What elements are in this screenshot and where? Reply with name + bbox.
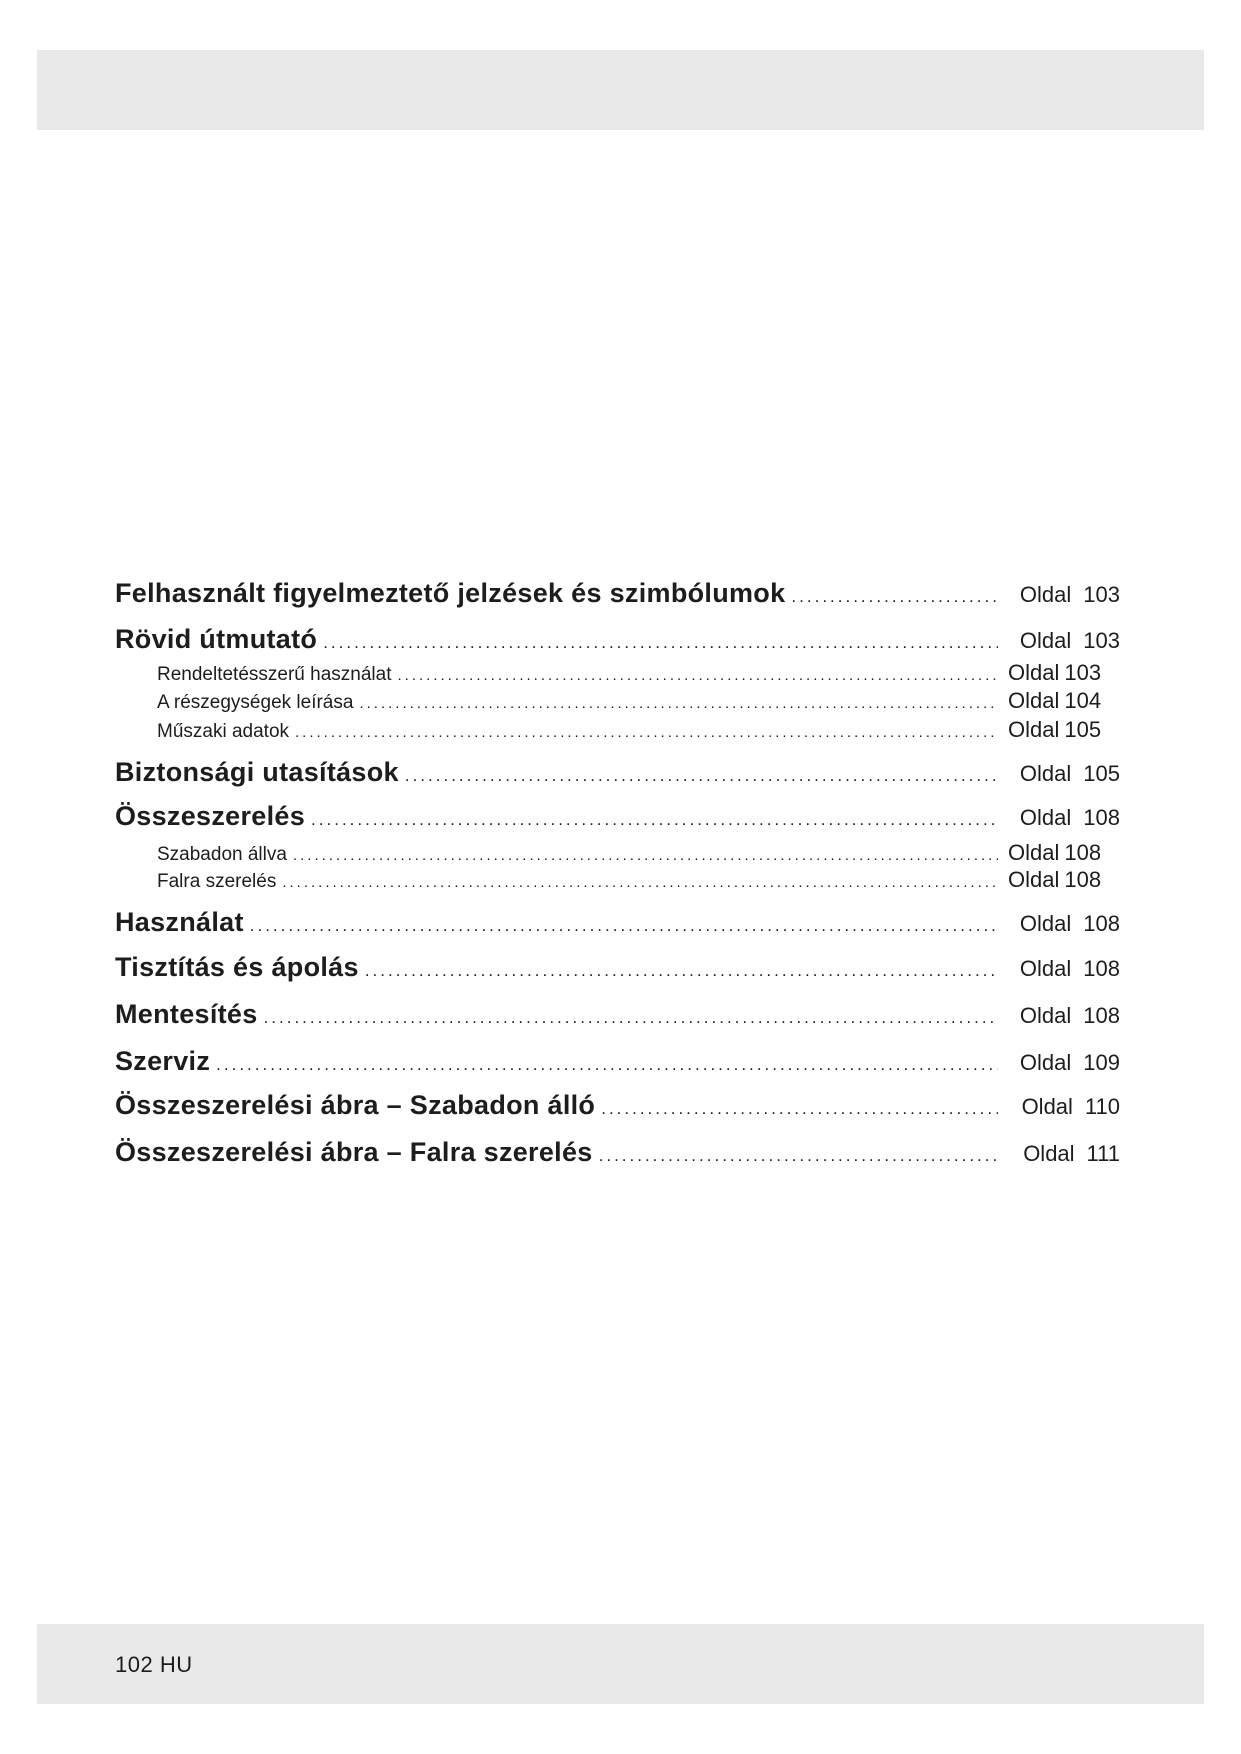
toc-page-ref xyxy=(1008,956,1120,982)
dot-leader xyxy=(365,961,998,981)
toc-entry-title: A részegységek leírása xyxy=(157,692,354,713)
footer-band xyxy=(37,1624,1204,1704)
toc-page-number: 108 xyxy=(1083,1003,1120,1028)
dot-leader xyxy=(601,1099,998,1119)
toc-page-label: Oldal xyxy=(1019,911,1072,936)
dot-leader xyxy=(216,1055,998,1075)
toc-page-ref xyxy=(1008,660,1120,686)
toc-page-ref xyxy=(1008,805,1120,831)
toc-page-number: 108 xyxy=(1083,805,1120,830)
toc-page-number: 108 xyxy=(1064,840,1102,865)
toc-entry[interactable] xyxy=(115,907,1120,938)
toc-page-label: Oldal xyxy=(1019,1050,1072,1075)
toc-page-label: Oldal xyxy=(1019,761,1072,786)
toc-page-number: 110 xyxy=(1084,1094,1120,1119)
toc-entry[interactable] xyxy=(115,757,1120,788)
header-band xyxy=(37,50,1204,130)
toc-entry-title: Rendeltetésszerű használat xyxy=(157,664,392,685)
dot-leader xyxy=(282,874,998,891)
toc-page-number: 108 xyxy=(1083,911,1120,936)
toc-page-label: Oldal xyxy=(1021,1094,1073,1119)
toc-page-number: 105 xyxy=(1064,717,1102,742)
toc-entry-title: Mentesítés xyxy=(115,999,258,1029)
toc-page-ref xyxy=(1008,582,1120,608)
toc-subentry[interactable] xyxy=(157,660,1120,686)
dot-leader xyxy=(791,587,998,607)
toc-page-label: Oldal xyxy=(1023,1141,1075,1166)
toc-page-ref xyxy=(1008,867,1120,893)
toc-page-ref xyxy=(1008,1094,1120,1120)
toc-page-label: Oldal xyxy=(1019,1003,1072,1028)
toc-subentry[interactable] xyxy=(157,717,1120,743)
toc-page-number: 103 xyxy=(1083,582,1120,607)
toc-subentry[interactable] xyxy=(157,840,1120,866)
toc-entry[interactable] xyxy=(115,999,1120,1030)
toc-entry[interactable] xyxy=(115,1090,1120,1121)
toc-subentry[interactable] xyxy=(157,867,1120,893)
dot-leader xyxy=(295,724,998,741)
toc-entry-title: Felhasznált figyelmeztető jelzések és szimbólumok xyxy=(115,578,786,608)
toc-page-label: Oldal xyxy=(1019,805,1072,830)
toc-entry-title: Rövid útmutató xyxy=(115,624,318,654)
toc-entry[interactable] xyxy=(115,624,1120,655)
toc-page-ref xyxy=(1008,688,1120,714)
toc-page-ref xyxy=(1008,840,1120,866)
dot-leader xyxy=(405,766,998,786)
toc-entry[interactable] xyxy=(115,1137,1120,1168)
toc-entry[interactable] xyxy=(115,952,1120,983)
dot-leader xyxy=(293,847,998,864)
toc-entry-title: Tisztítás és ápolás xyxy=(115,952,359,982)
toc-page-number: 109 xyxy=(1083,1050,1120,1075)
toc-entry-title: Összeszerelés xyxy=(115,801,306,831)
dot-leader xyxy=(359,695,998,712)
toc-page-ref xyxy=(1008,1050,1120,1076)
toc-page-number: 108 xyxy=(1064,867,1102,892)
toc-page-number: 111 xyxy=(1086,1141,1120,1166)
toc-page-label: Oldal xyxy=(1008,717,1060,742)
dot-leader xyxy=(397,667,998,684)
toc-page-label: Oldal xyxy=(1019,956,1072,981)
toc-page-label: Oldal xyxy=(1008,840,1060,865)
toc-page-ref xyxy=(1008,1141,1120,1167)
toc-entry-title: Műszaki adatok xyxy=(157,721,290,742)
toc-entry-title: Falra szerelés xyxy=(157,871,277,892)
toc-entry-title: Összeszerelési ábra – Falra szerelés xyxy=(115,1137,593,1167)
toc-page-number: 105 xyxy=(1083,761,1120,786)
toc-entry-title: Összeszerelési ábra – Szabadon álló xyxy=(115,1090,596,1120)
dot-leader xyxy=(264,1008,998,1028)
toc-page-label: Oldal xyxy=(1019,582,1072,607)
dot-leader xyxy=(323,633,998,653)
toc-page-number: 108 xyxy=(1083,956,1120,981)
toc-page-ref xyxy=(1008,1003,1120,1029)
dot-leader xyxy=(311,810,998,830)
toc-page-label: Oldal xyxy=(1019,628,1072,653)
dot-leader xyxy=(599,1146,998,1166)
toc-page-label: Oldal xyxy=(1008,688,1060,713)
toc-page-label: Oldal xyxy=(1008,867,1060,892)
page-number-footer: 102 HU xyxy=(115,1652,193,1677)
toc-entry[interactable] xyxy=(115,801,1120,832)
toc-page-number: 103 xyxy=(1083,628,1120,653)
toc-page-ref xyxy=(1008,628,1120,654)
toc-page-number: 104 xyxy=(1064,688,1102,713)
toc-entry[interactable] xyxy=(115,578,1120,609)
toc-entry-title: Használat xyxy=(115,907,244,937)
toc-entry-title: Szabadon állva xyxy=(157,844,287,865)
toc-page-ref xyxy=(1008,717,1120,743)
toc-subentry[interactable] xyxy=(157,688,1120,714)
dot-leader xyxy=(250,916,998,936)
toc-entry-title: Szerviz xyxy=(115,1046,211,1076)
toc-page-label: Oldal xyxy=(1008,660,1060,685)
toc-entry[interactable] xyxy=(115,1046,1120,1077)
toc-entry-title: Biztonsági utasítások xyxy=(115,757,399,787)
toc-page-ref xyxy=(1008,911,1120,937)
toc-page-number: 103 xyxy=(1064,660,1102,685)
toc-page-ref xyxy=(1008,761,1120,787)
